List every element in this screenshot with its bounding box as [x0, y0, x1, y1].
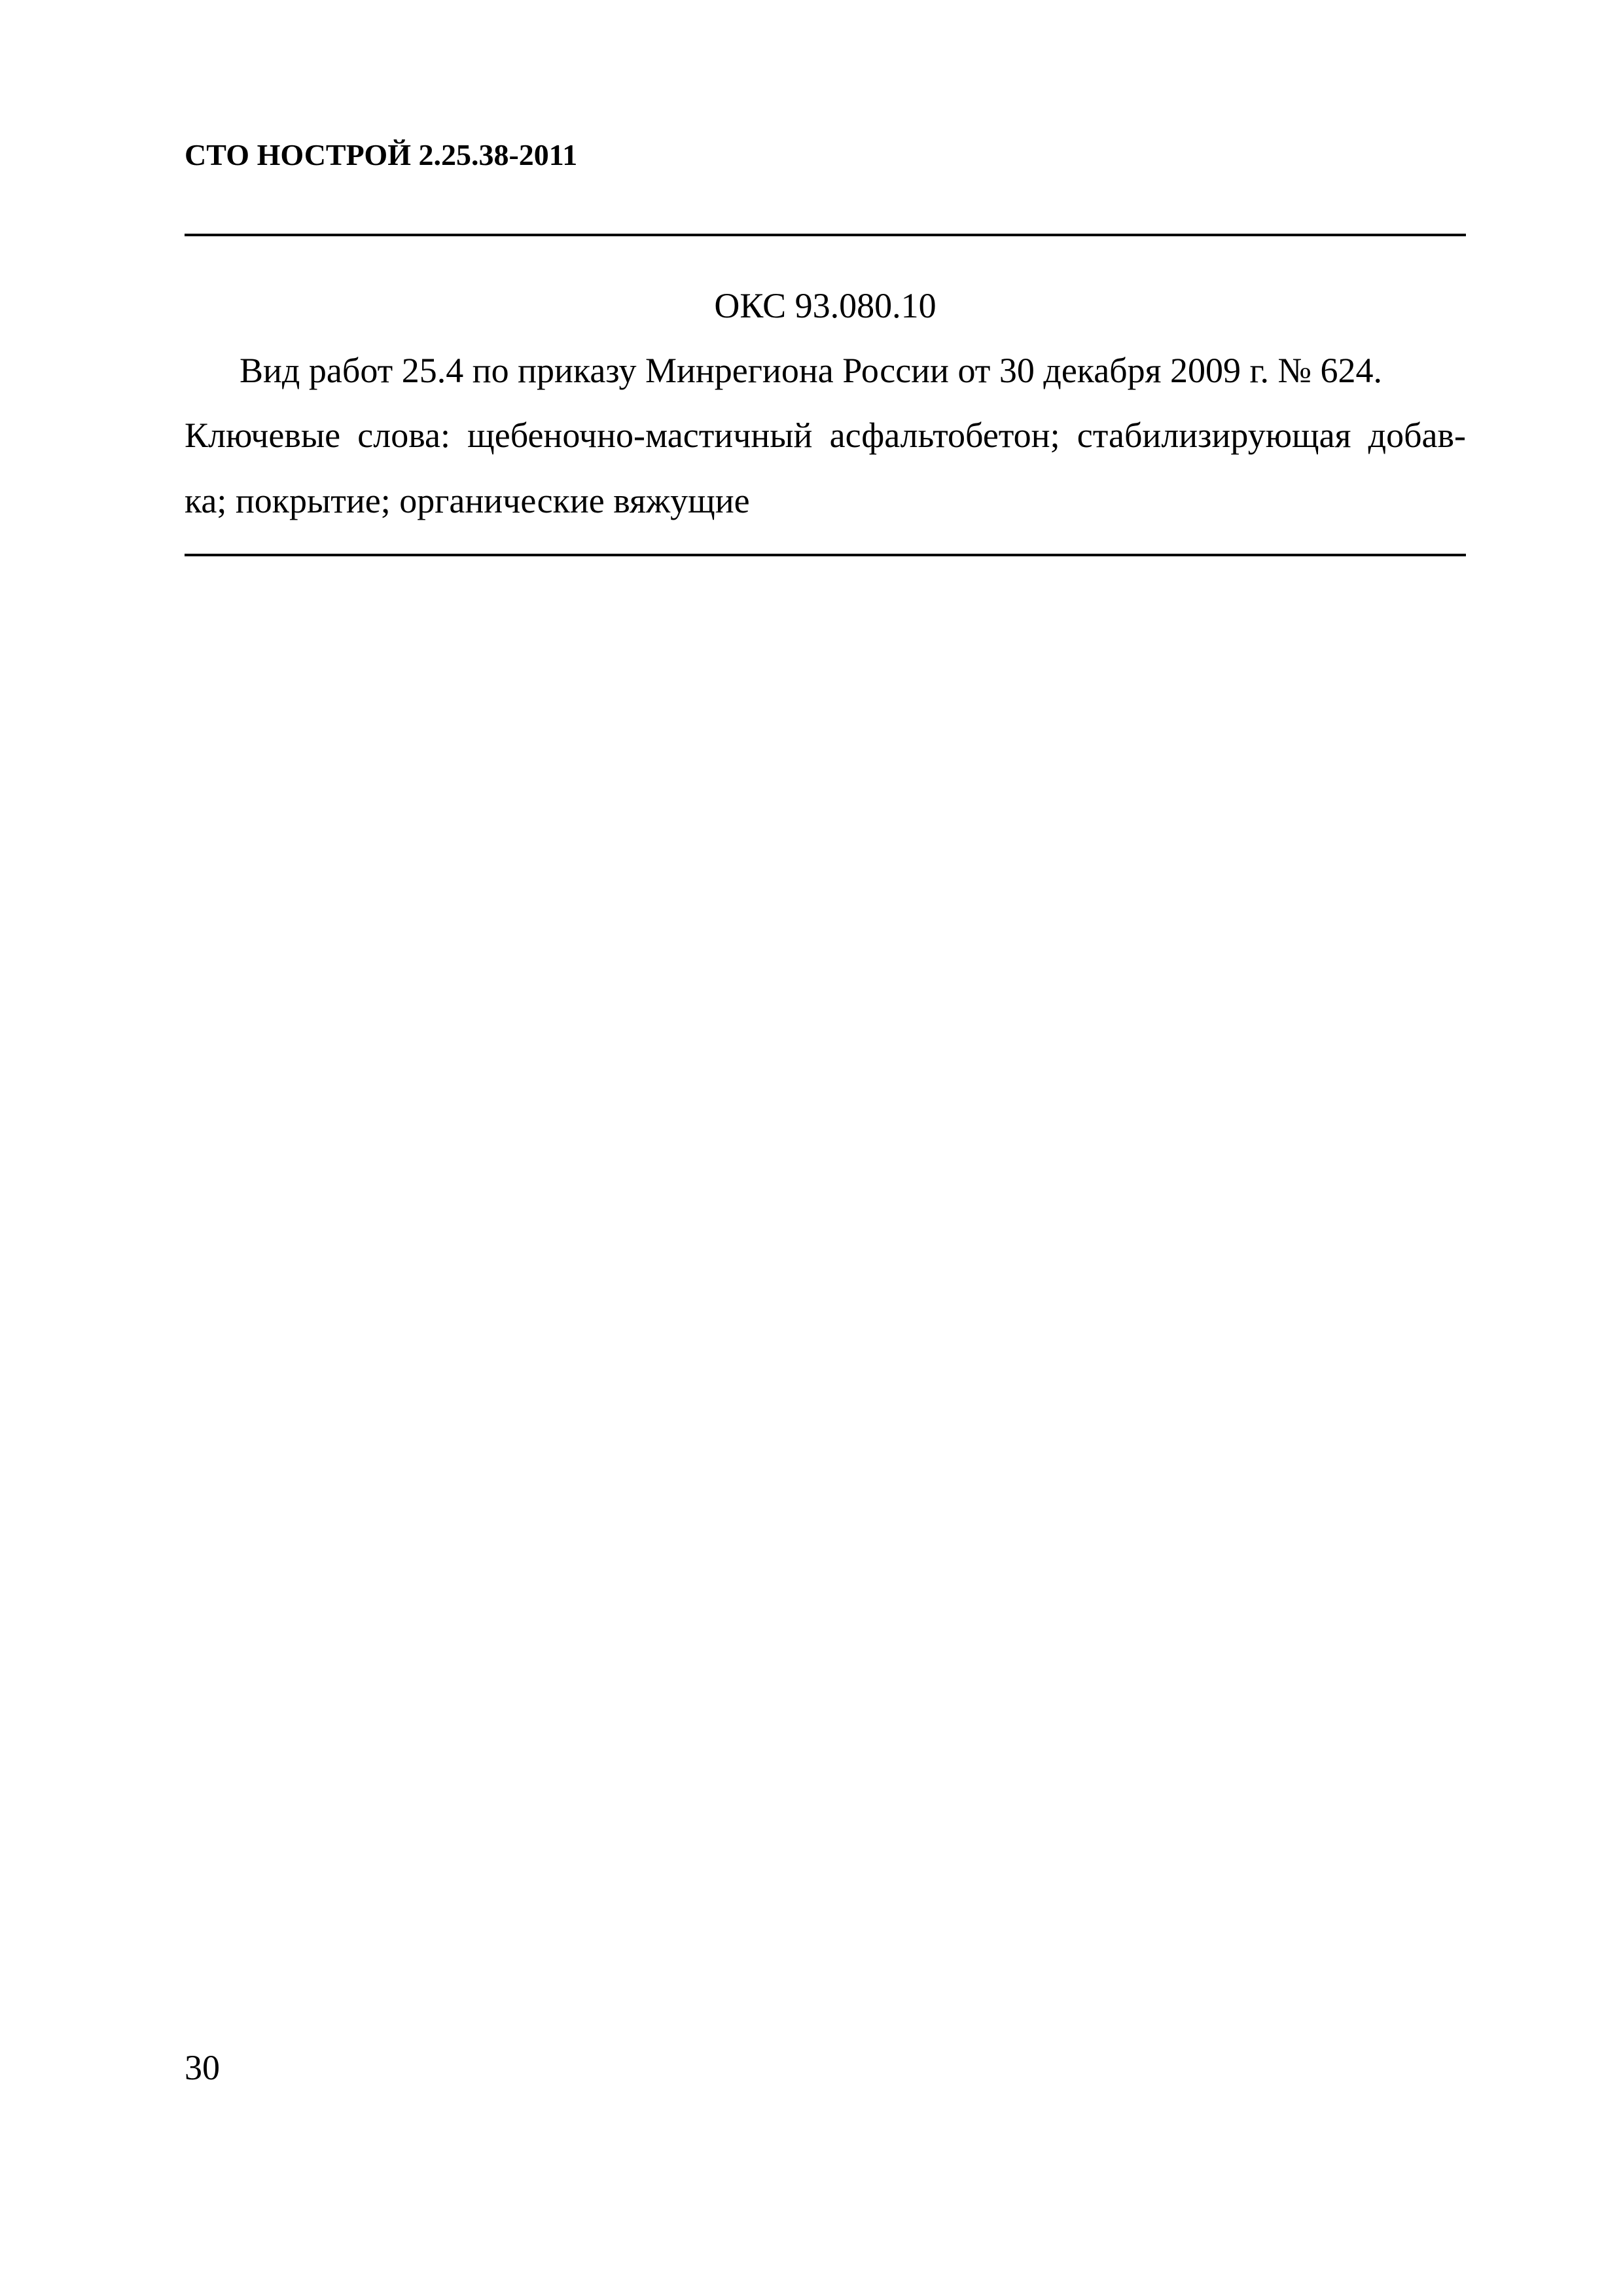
keywords-line-2: ка; покрытие; органические вяжущие — [185, 481, 750, 520]
keywords-line-1: Ключевые слова: щебеночно-мастичный асфальтобетон; стабилизирующая добав- — [185, 416, 1466, 455]
okc-classification: ОКС 93.080.10 — [714, 286, 936, 325]
work-type-line: Вид работ 25.4 по приказу Минрегиона России от 30 декабря 2009 г. № 624. — [240, 351, 1383, 390]
bottom-divider — [185, 554, 1466, 556]
top-divider — [185, 234, 1466, 236]
document-code-header: СТО НОСТРОЙ 2.25.38-2011 — [185, 138, 578, 171]
page-number: 30 — [185, 2048, 220, 2087]
keywords-paragraph — [185, 418, 1466, 518]
